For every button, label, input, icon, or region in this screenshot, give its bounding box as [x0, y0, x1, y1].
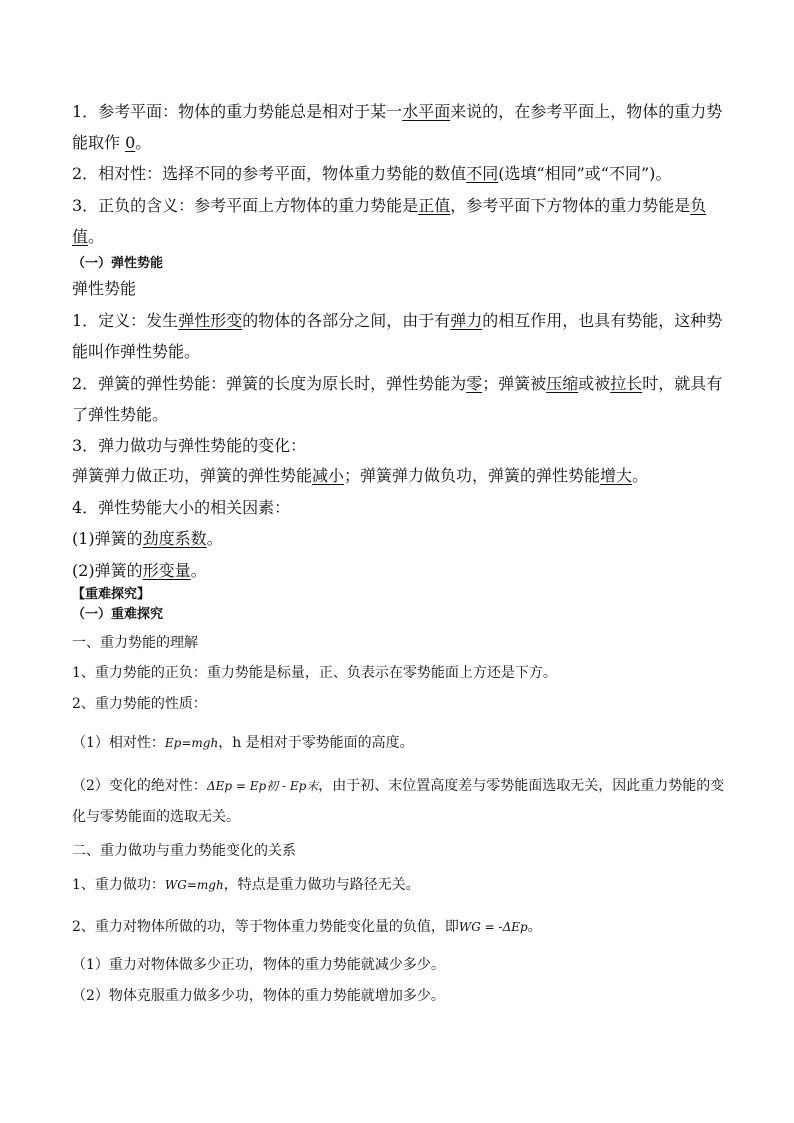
overcome-gravity-line: （2）物体克服重力做多少功，物体的重力势能就增加多少。	[72, 988, 445, 1004]
elastic-title: 弹性势能	[72, 279, 137, 298]
factors-heading: 4．弹性势能大小的相关因素：	[72, 498, 291, 517]
definition-line-1: 1．定义：发生弹性形变的物体的各部分之间，由于有弹力的相互作用，也具有势能，这种势	[72, 311, 723, 330]
absolute-change-line-1: （2）变化的绝对性：ΔEp = Ep初 - Ep末，由于初、末位置高度差与零势能面选取无关，因此重力势能的变	[72, 778, 725, 794]
gravity-sign-line: 1、重力势能的正负：重力势能是标量，正、负表示在零势能面上方还是下方。	[72, 665, 557, 681]
elastic-section-heading: （一）弹性势能	[72, 256, 164, 271]
gravity-energy-title: 一、重力势能的理解	[72, 635, 198, 651]
work-change-line: 弹簧弹力做正功，弹簧的弹性势能减小；弹簧弹力做负功，弹簧的弹性势能增大。	[72, 466, 649, 485]
reference-plane-line-1: 1．参考平面：物体的重力势能总是相对于某一水平面来说的，在参考平面上，物体的重力势	[72, 102, 723, 121]
work-change-heading: 3．弹力做功与弹性势能的变化：	[72, 436, 307, 455]
key-points-bracket: 【重难探究】	[72, 587, 151, 602]
absolute-change-line-2: 化与零势能面的选取无关。	[72, 809, 240, 825]
spring-energy-line-2: 了弹性势能。	[72, 405, 169, 424]
wg-delta-formula: WG = -ΔEp	[458, 920, 528, 934]
wg-formula: WG=mgh	[164, 878, 224, 892]
relativity-formula-line: （1）相对性：Ep=mgh，h 是相对于零势能面的高度。	[72, 735, 414, 751]
sign-meaning-line-2: 值。	[72, 227, 105, 246]
factor-1: (1)弹簧的劲度系数。	[72, 529, 223, 548]
gravity-work-line: 1、重力做功：WG=mgh，特点是重力做功与路径无关。	[72, 877, 420, 893]
relativity-line: 2．相对性：选择不同的参考平面，物体重力势能的数值不同(选填“相同”或“不同”)。	[72, 164, 672, 183]
work-energy-title: 二、重力做功与重力势能变化的关系	[72, 843, 296, 859]
spring-energy-line-1: 2．弹簧的弹性势能：弹簧的长度为原长时，弹性势能为零；弹簧被压缩或被拉长时，就具有	[72, 374, 723, 393]
gravity-properties-line: 2、重力势能的性质：	[72, 696, 207, 712]
work-equals-negative-line: 2、重力对物体所做的功，等于物体重力势能变化量的负值，即WG = -ΔEp。	[72, 919, 542, 935]
ep-formula: Ep=mgh	[164, 736, 219, 750]
key-points-heading: （一）重难探究	[72, 607, 164, 622]
reference-plane-line-2: 能取作 0。	[72, 133, 152, 152]
positive-work-line: （1）重力对物体做多少正功，物体的重力势能就减少多少。	[72, 957, 445, 973]
factor-2: (2)弹簧的形变量。	[72, 561, 207, 580]
delta-ep-formula: ΔEp = Ep初 - Ep末	[206, 779, 319, 793]
sign-meaning-line-1: 3．正负的含义：参考平面上方物体的重力势能是正值，参考平面下方物体的重力势能是负	[72, 196, 707, 215]
definition-line-2: 能叫作弹性势能。	[72, 342, 201, 361]
